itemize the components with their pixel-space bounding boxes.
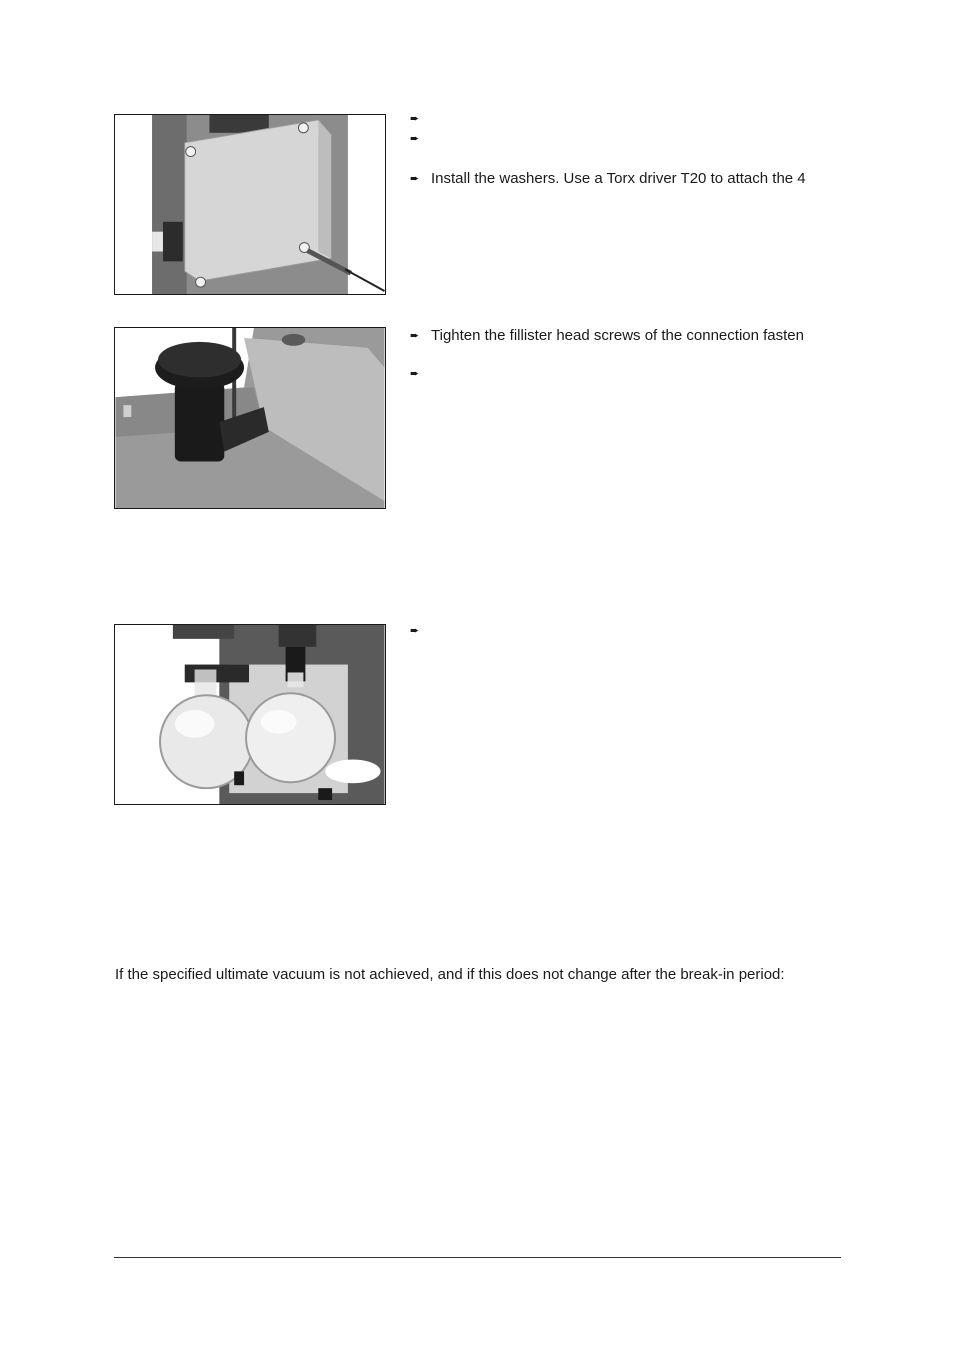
step-6 bbox=[410, 622, 431, 640]
ultimate-vacuum-paragraph: If the specified ultimate vacuum is not achieved, and if this does not change after the break-in period: bbox=[115, 966, 785, 983]
footer-divider bbox=[114, 1257, 841, 1258]
step-4 bbox=[410, 327, 804, 345]
figure-connection-fastening bbox=[114, 327, 386, 509]
step-2 bbox=[410, 130, 431, 148]
arrow-right-icon: ➨ bbox=[410, 113, 420, 125]
arrow-right-icon: ➨ bbox=[410, 133, 420, 145]
figure-cover-screws bbox=[114, 114, 386, 295]
step-5 bbox=[410, 365, 431, 383]
arrow-right-icon: ➨ bbox=[410, 330, 420, 342]
step-3 bbox=[410, 170, 806, 188]
step-1 bbox=[410, 110, 431, 128]
arrow-right-icon: ➨ bbox=[410, 173, 420, 185]
flasks-illustration bbox=[115, 625, 385, 804]
arrow-right-icon: ➨ bbox=[410, 368, 420, 380]
connection-fastening-illustration bbox=[115, 328, 385, 508]
cover-screws-illustration bbox=[115, 115, 385, 294]
figure-flasks bbox=[114, 624, 386, 805]
step-4-text: Tighten the fillister head screws of the connection fasten bbox=[431, 327, 804, 344]
step-3-text: Install the washers. Use a Torx driver T20 to attach the 4 bbox=[431, 170, 806, 187]
arrow-right-icon: ➨ bbox=[410, 625, 420, 637]
